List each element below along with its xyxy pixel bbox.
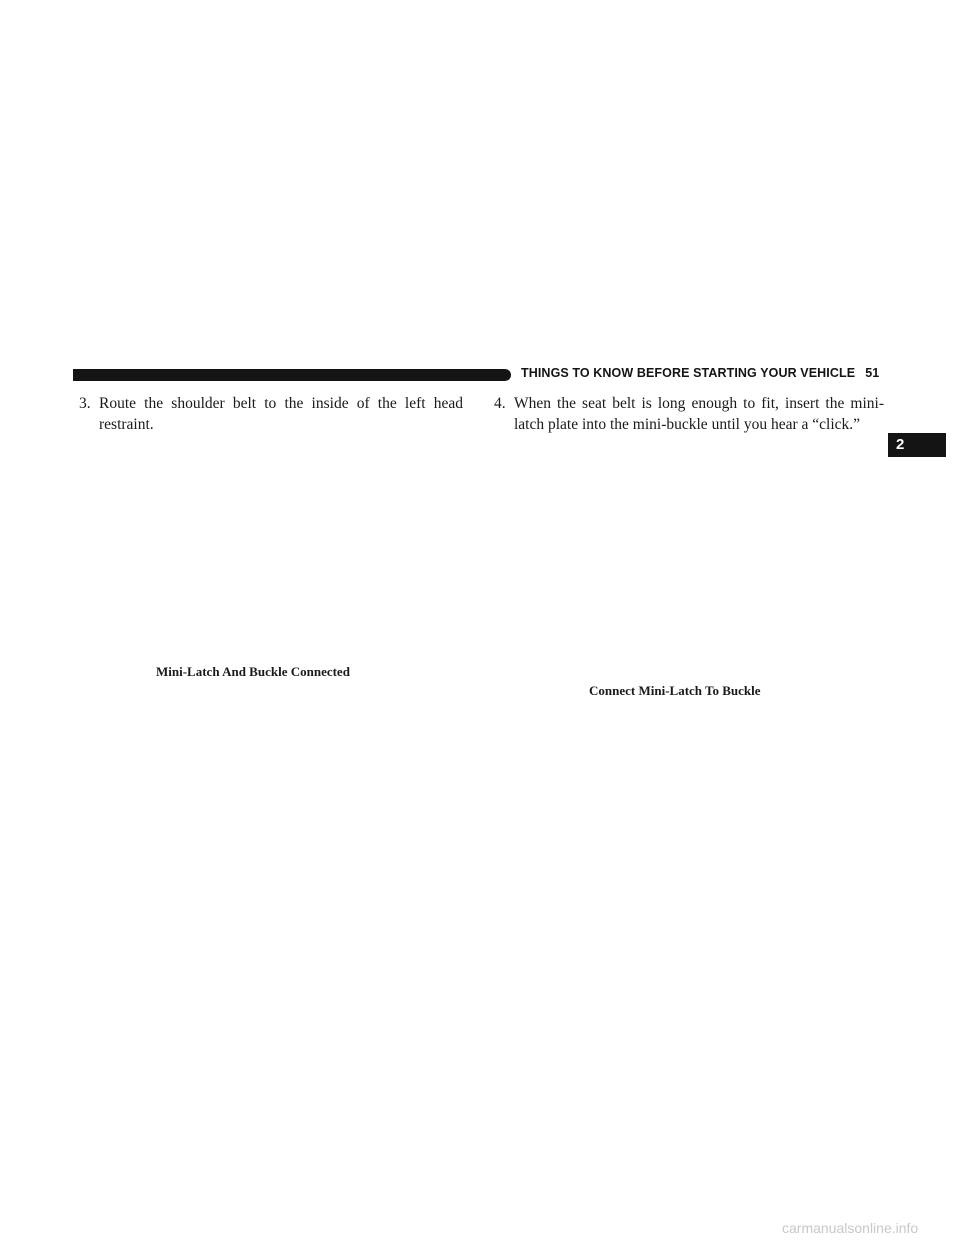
watermark: carmanualsonline.info: [782, 1220, 919, 1236]
step-text: Route the shoulder belt to the inside of the left head restraint.: [99, 395, 463, 433]
step-number: 3.: [79, 395, 91, 412]
page-number: 51: [865, 366, 880, 380]
step-3: [79, 393, 463, 435]
figure-caption-left: Mini-Latch And Buckle Connected: [156, 664, 350, 679]
header-title: THINGS TO KNOW BEFORE STARTING YOUR VEHICLE: [521, 366, 856, 380]
chapter-tab: 2: [888, 433, 946, 457]
step-4: [494, 393, 884, 435]
step-number: 4.: [494, 395, 506, 412]
running-header: [521, 366, 879, 380]
header-rule: [73, 369, 511, 381]
figure-caption-right: Connect Mini-Latch To Buckle: [589, 683, 761, 698]
step-text: When the seat belt is long enough to fit, insert the mini-latch plate into the mini-buckle until you hear a “click.”: [514, 395, 884, 433]
